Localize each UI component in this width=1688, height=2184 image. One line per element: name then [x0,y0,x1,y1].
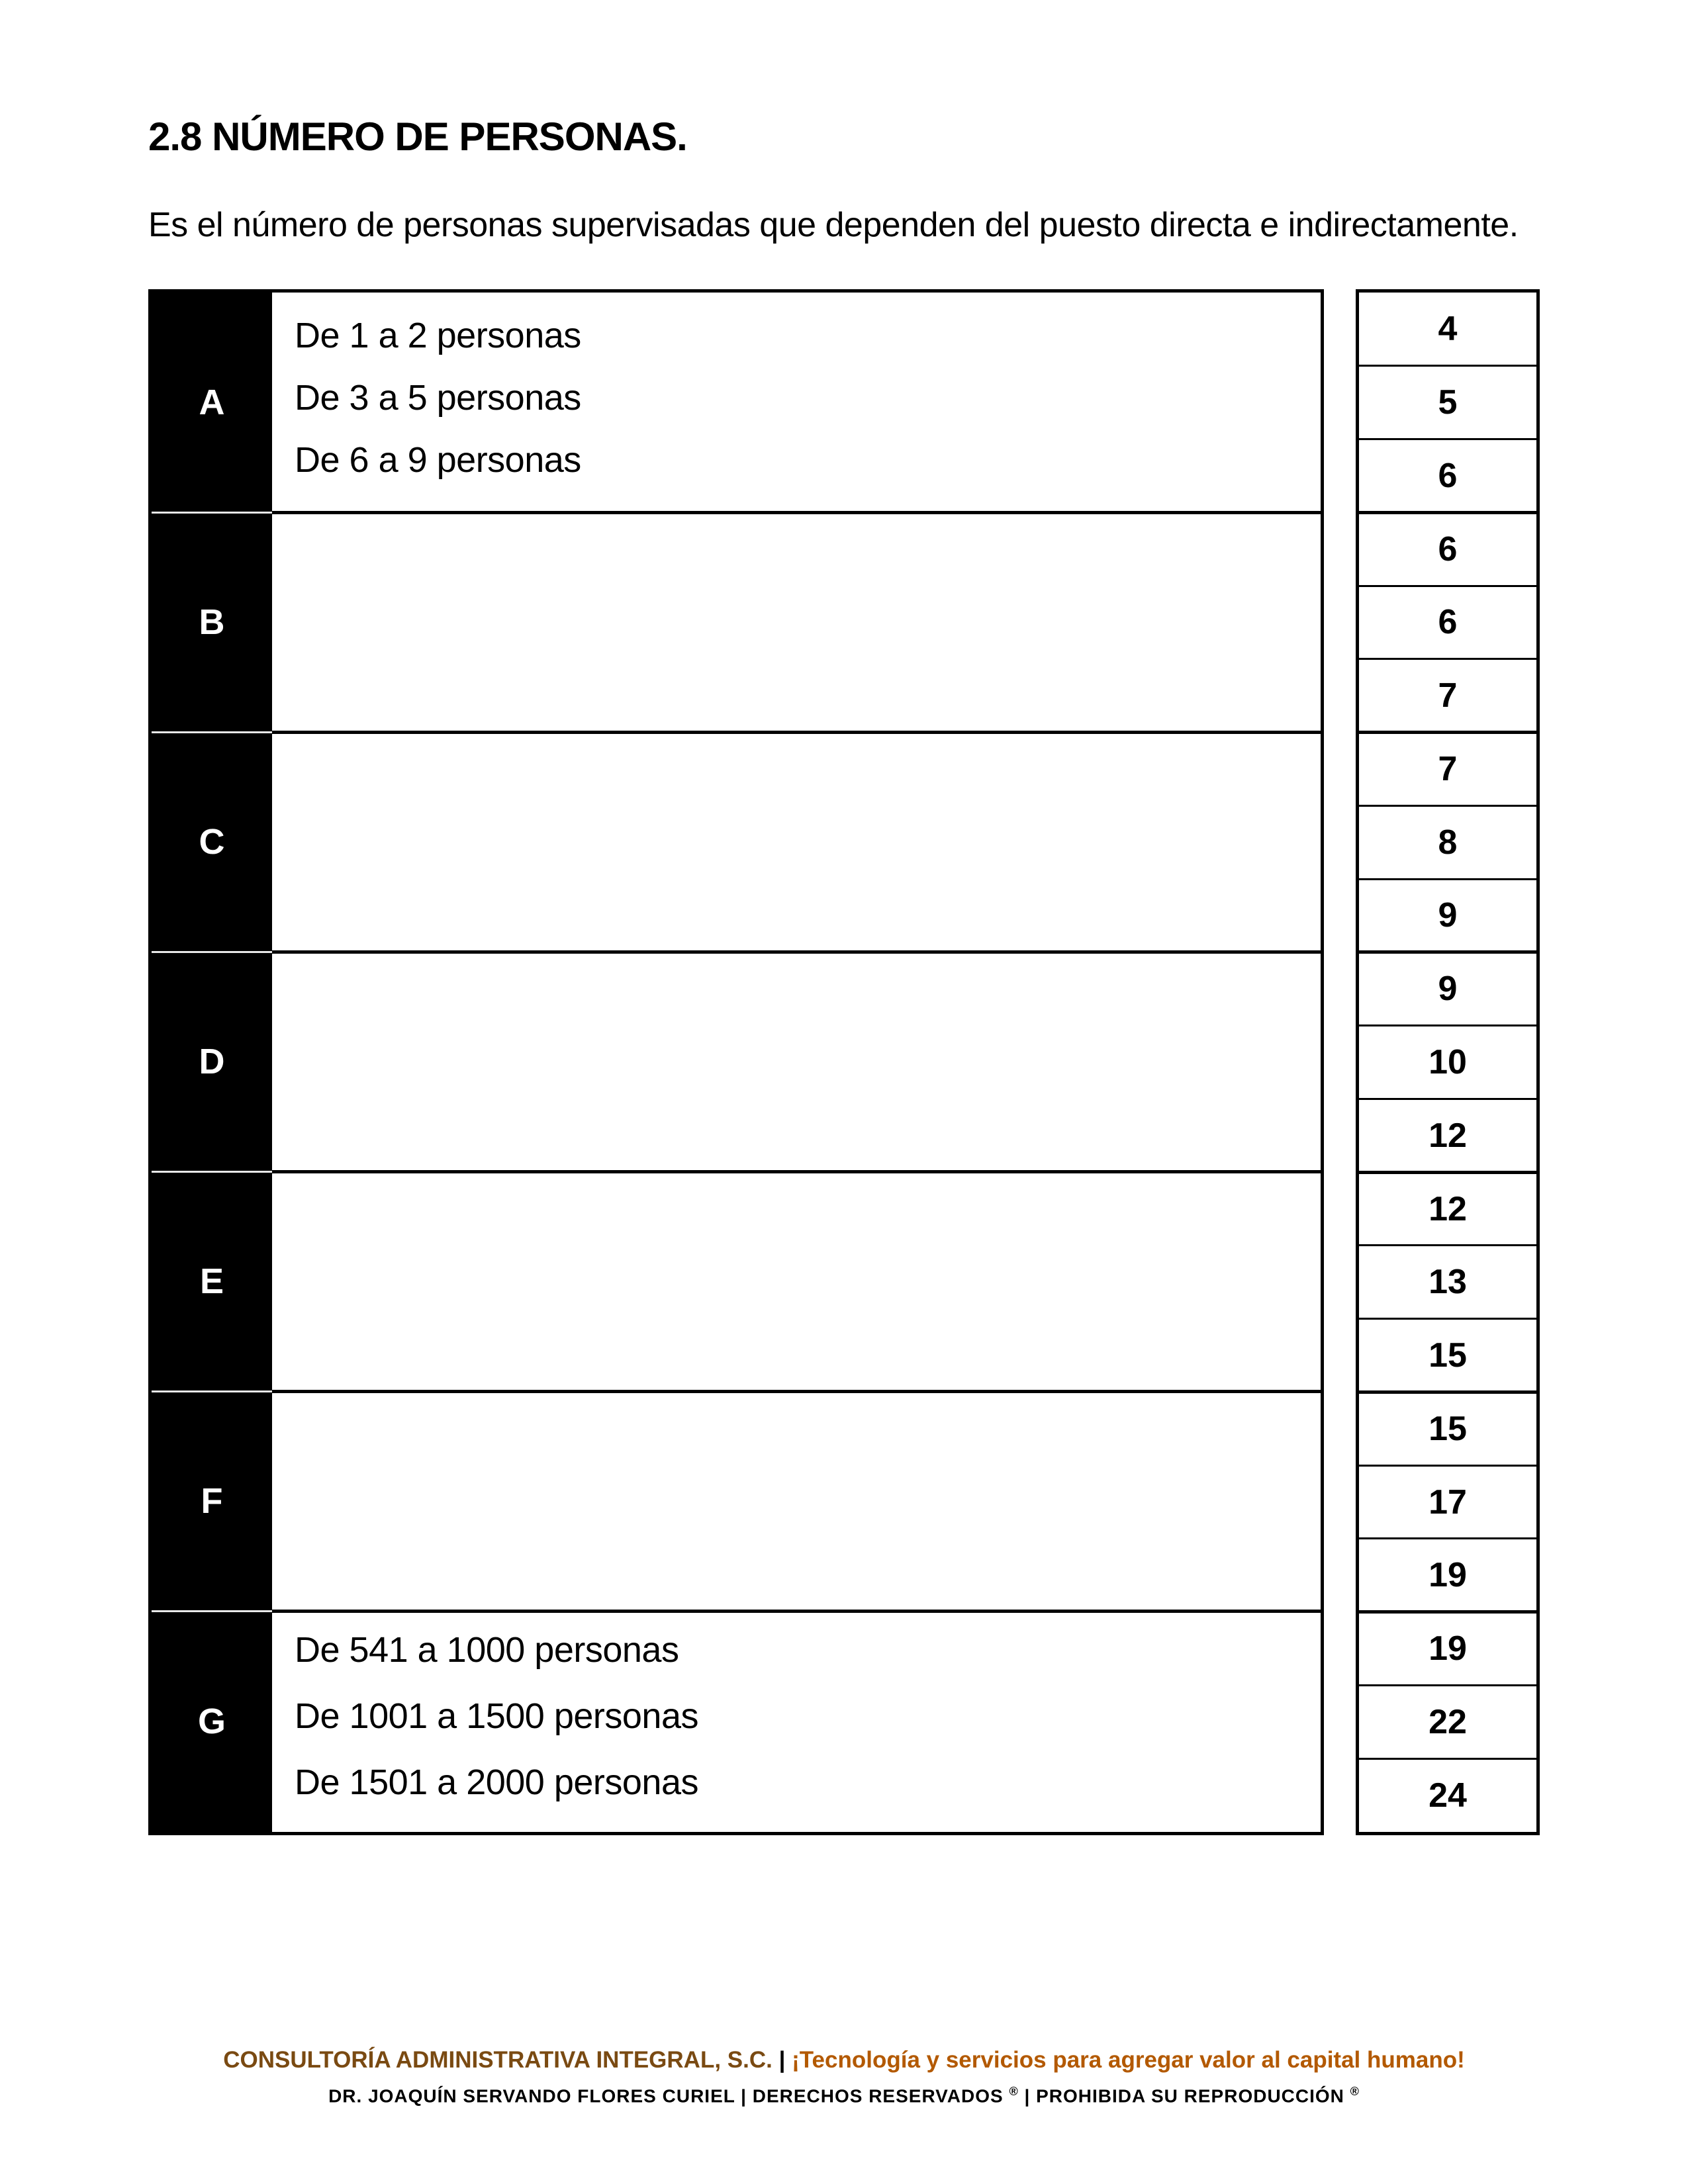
levels-table [148,289,1324,1835]
point-value: 6 [1438,603,1458,642]
footer-line-2 [0,2085,1688,2107]
level-description-line: De 1 a 2 personas [295,316,581,355]
point-separator [1359,438,1536,440]
level-letter: E [152,1171,272,1391]
point-value: 19 [1429,1556,1467,1595]
point-separator [1359,658,1536,660]
level-letter: G [152,1611,272,1832]
level-row-d [152,952,1321,1171]
row-divider [272,511,1321,514]
point-value: 10 [1429,1042,1467,1081]
point-separator [1359,805,1536,807]
level-row-e [152,1171,1321,1391]
point-separator [1359,1171,1536,1174]
section-heading: 2.8 NÚMERO DE PERSONAS. [148,114,687,159]
point-separator [1359,365,1536,367]
row-divider [272,1170,1321,1173]
level-description [272,293,1321,512]
point-separator [1359,1758,1536,1760]
footer-reg-mark-2: ® [1350,2085,1360,2098]
point-value: 19 [1429,1629,1467,1668]
level-description [272,512,1321,732]
level-description-line: De 3 a 5 personas [295,378,581,418]
footer-separator: | [778,2047,786,2073]
point-value: 13 [1429,1263,1467,1302]
level-description [272,1391,1321,1611]
level-description-line: De 1001 a 1500 personas [295,1696,698,1736]
letter-divider [152,731,272,733]
footer-prohibition: | PROHIBIDA SU REPRODUCCIÓN [1024,2085,1344,2107]
level-description [272,732,1321,952]
level-row-c [152,732,1321,952]
point-value: 24 [1429,1776,1467,1815]
footer-author: DR. JOAQUÍN SERVANDO FLORES CURIEL | DERECHOS RESERVADOS [328,2085,1004,2107]
level-letter: D [152,952,272,1171]
point-separator [1359,511,1536,514]
level-row-a [152,293,1321,512]
point-value: 6 [1438,456,1458,495]
row-divider [272,1390,1321,1393]
letter-divider [152,512,272,514]
section-intro: Es el número de personas supervisadas que dependen del puesto directa e indirectamente. [148,206,1519,244]
point-value: 9 [1438,896,1458,935]
point-value: 22 [1429,1702,1467,1741]
level-description-line: De 1501 a 2000 personas [295,1762,698,1802]
footer-reg-mark-1: ® [1009,2085,1019,2098]
point-separator [1359,1098,1536,1100]
point-value: 7 [1438,749,1458,788]
points-column [1356,289,1540,1835]
point-value: 6 [1438,529,1458,569]
point-value: 15 [1429,1336,1467,1375]
point-value: 15 [1429,1409,1467,1448]
level-description-line: De 541 a 1000 personas [295,1630,679,1670]
level-letter: F [152,1391,272,1611]
point-value: 9 [1438,970,1458,1009]
point-value: 4 [1438,310,1458,349]
level-row-g [152,1611,1321,1832]
point-separator [1359,878,1536,880]
point-separator [1359,1610,1536,1614]
row-divider [272,1610,1321,1613]
level-description [272,952,1321,1171]
row-divider [272,950,1321,954]
letter-divider [152,1610,272,1612]
point-value: 12 [1429,1116,1467,1155]
point-separator [1359,950,1536,954]
level-description-line: De 6 a 9 personas [295,440,581,480]
footer-company: CONSULTORÍA ADMINISTRATIVA INTEGRAL, S.C. [223,2047,773,2073]
letter-divider [152,951,272,953]
point-separator [1359,1684,1536,1686]
level-description [272,1171,1321,1391]
level-row-f [152,1391,1321,1611]
point-separator [1359,1024,1536,1026]
point-separator [1359,585,1536,587]
level-letter: B [152,512,272,732]
point-separator [1359,1465,1536,1467]
point-value: 17 [1429,1482,1467,1522]
point-separator [1359,1390,1536,1394]
point-value: 12 [1429,1189,1467,1228]
level-letter: A [152,293,272,512]
point-separator [1359,731,1536,734]
row-divider [272,731,1321,734]
point-value: 5 [1438,383,1458,422]
point-value: 7 [1438,676,1458,715]
letter-divider [152,1390,272,1392]
point-value: 8 [1438,823,1458,862]
point-separator [1359,1537,1536,1539]
footer-line-1 [0,2047,1688,2073]
level-description [272,1611,1321,1832]
level-row-b [152,512,1321,732]
point-separator [1359,1318,1536,1320]
footer-slogan: ¡Tecnología y servicios para agregar valor al capital humano! [792,2047,1465,2073]
letter-divider [152,1171,272,1173]
point-separator [1359,1244,1536,1246]
level-letter: C [152,732,272,952]
